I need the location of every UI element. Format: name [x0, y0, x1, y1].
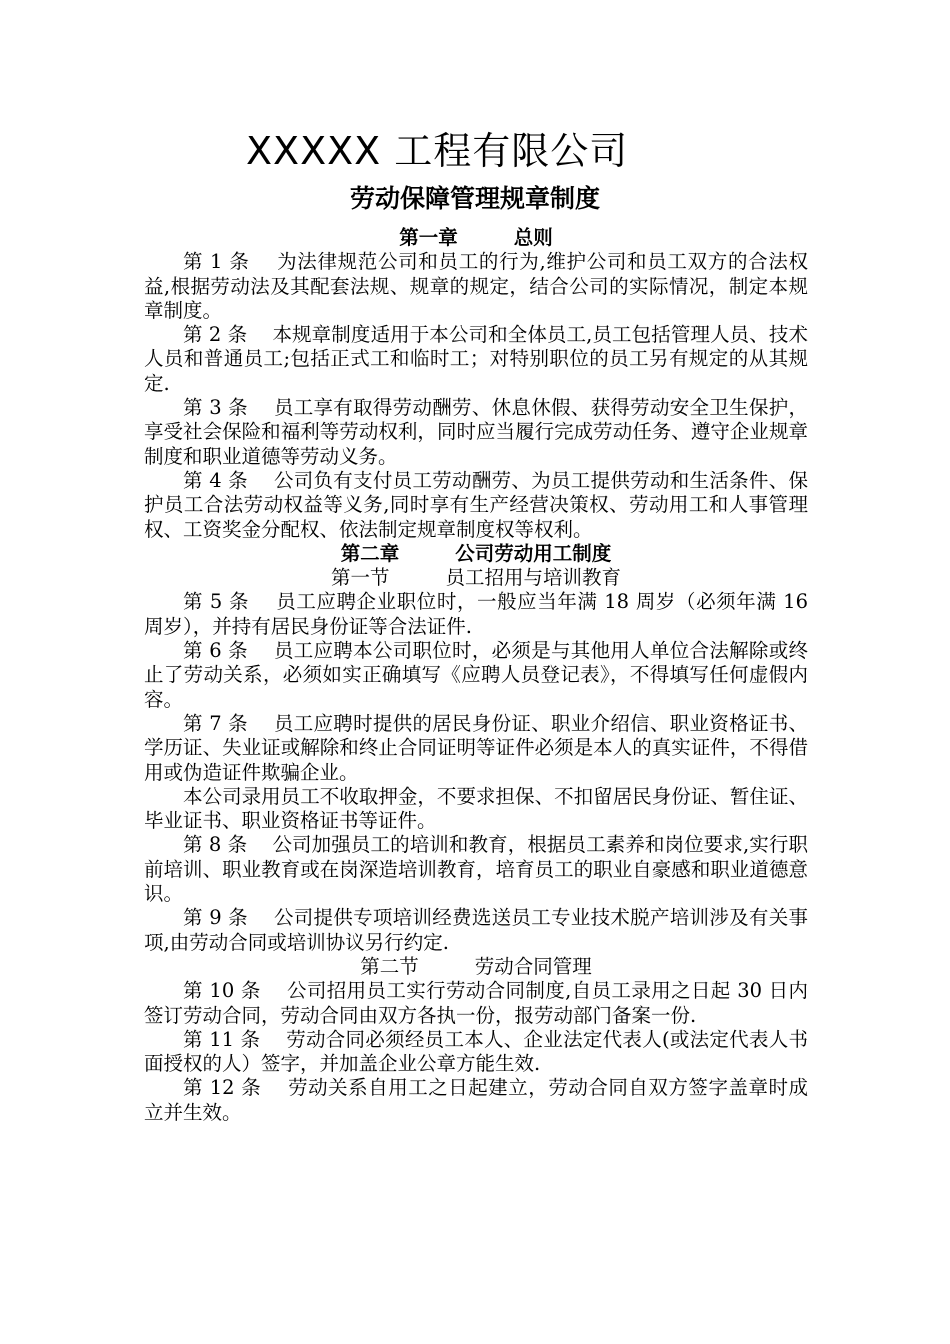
article-number: 第 1 条	[183, 250, 250, 274]
article-number: 第 10 条	[183, 979, 261, 1003]
article-number: 第 8 条	[183, 833, 248, 857]
article-paragraph	[144, 323, 808, 396]
article-text: 员工享有取得劳动酬劳、休息休假、获得劳动安全卫生保护，享受社会保险和福利等劳动权利，同时应当履行完成劳动任务、遵守企业规章制度和职业道德等劳动义务。	[144, 396, 808, 468]
article-number: 第 3 条	[183, 396, 248, 420]
article-text: 公司负有支付员工劳动酬劳、为员工提供劳动和生活条件、保护员工合法劳动权益等义务,同时享有生产经营决策权、劳动用工和人事管理权、工资奖金分配权、依法制定规章制度权等权利。	[144, 468, 808, 541]
article-number: 第 9 条	[183, 906, 248, 930]
article-paragraph	[144, 396, 808, 469]
article-number: 第 2 条	[183, 323, 248, 347]
article-text: 员工应聘时提供的居民身份证、职业介绍信、职业资格证书、学历证、失业证或解除和终止合同证明等证件必须是本人的真实证件，不得借用或伪造证件欺骗企业。	[144, 711, 808, 784]
article-number: 第 6 条	[183, 639, 248, 663]
article-number: 第 11 条	[183, 1027, 261, 1051]
article-paragraph	[144, 785, 808, 834]
heading-title: 员工招用与培训教育	[445, 566, 622, 590]
article-text: 员工应聘企业职位时，一般应当年满 18 周岁（必须年满 16 周岁），并持有居民身份证等合法证件.	[144, 590, 808, 638]
article-number: 第 4 条	[183, 468, 248, 492]
article-text: 本公司录用员工不收取押金，不要求担保、不扣留居民身份证、暂住证、毕业证书、职业资格证书等证件。	[144, 784, 808, 833]
article-text: 员工应聘本公司职位时，必须是与其他用人单位合法解除或终止了劳动关系，必须如实正确填写《应聘人员登记表》，不得填写任何虚假内容。	[144, 639, 808, 711]
heading-number: 第一节	[330, 566, 390, 590]
article-paragraph	[144, 469, 808, 542]
chapter-heading	[144, 542, 808, 566]
article-text: 劳动关系自用工之日起建立，劳动合同自双方签字盖章时成立并生效。	[144, 1076, 808, 1124]
heading-number: 第二节	[360, 954, 419, 978]
section-heading	[144, 955, 808, 979]
article-paragraph	[144, 712, 808, 785]
article-paragraph	[144, 979, 808, 1028]
article-text: 公司提供专项培训经费选送员工专业技术脱产培训涉及有关事项,由劳动合同或培训协议另行约定.	[144, 906, 808, 954]
article-paragraph	[144, 250, 808, 323]
heading-number: 第一章	[399, 226, 458, 249]
heading-number: 第二章	[340, 541, 400, 565]
chapter-heading	[144, 226, 808, 250]
article-paragraph	[144, 590, 808, 639]
article-paragraph	[144, 833, 808, 906]
article-paragraph	[144, 1076, 808, 1125]
article-text: 本规章制度适用于本公司和全体员工,员工包括管理人员、技术人员和普通员工;包括正式工和临时工；对特别职位的员工另有规定的从其规定.	[144, 323, 808, 395]
heading-title: 公司劳动用工制度	[455, 541, 612, 565]
section-heading	[144, 566, 808, 590]
article-text: 公司加强员工的培训和教育，根据员工素养和岗位要求,实行职前培训、职业教育或在岗深造培训教育，培育员工的职业自豪感和职业道德意识。	[144, 833, 808, 906]
article-text: 劳动合同必须经员工本人、企业法定代表人(或法定代表人书面授权的人）签字，并加盖企业公章方能生效.	[144, 1027, 809, 1076]
article-number: 第 7 条	[183, 711, 248, 735]
article-number: 第 12 条	[183, 1076, 262, 1100]
article-text: 公司招用员工实行劳动合同制度,自员工录用之日起 30 日内签订劳动合同，劳动合同由双方各执一份，报劳动部门备案一份.	[144, 979, 808, 1027]
company-title: XXXXX 工程有限公司	[246, 129, 629, 173]
heading-title: 劳动合同管理	[474, 954, 592, 978]
document-body	[144, 226, 808, 1125]
article-paragraph	[144, 639, 808, 712]
heading-title: 总则	[513, 226, 553, 249]
article-paragraph	[144, 1028, 808, 1077]
document-subtitle: 劳动保障管理规章制度	[349, 184, 600, 213]
article-text: 为法律规范公司和员工的行为,维护公司和员工双方的合法权益,根据劳动法及其配套法规、规章的规定，结合公司的实际情况，制定本规章制度。	[144, 250, 809, 322]
article-number: 第 5 条	[183, 590, 250, 614]
article-paragraph	[144, 906, 808, 955]
